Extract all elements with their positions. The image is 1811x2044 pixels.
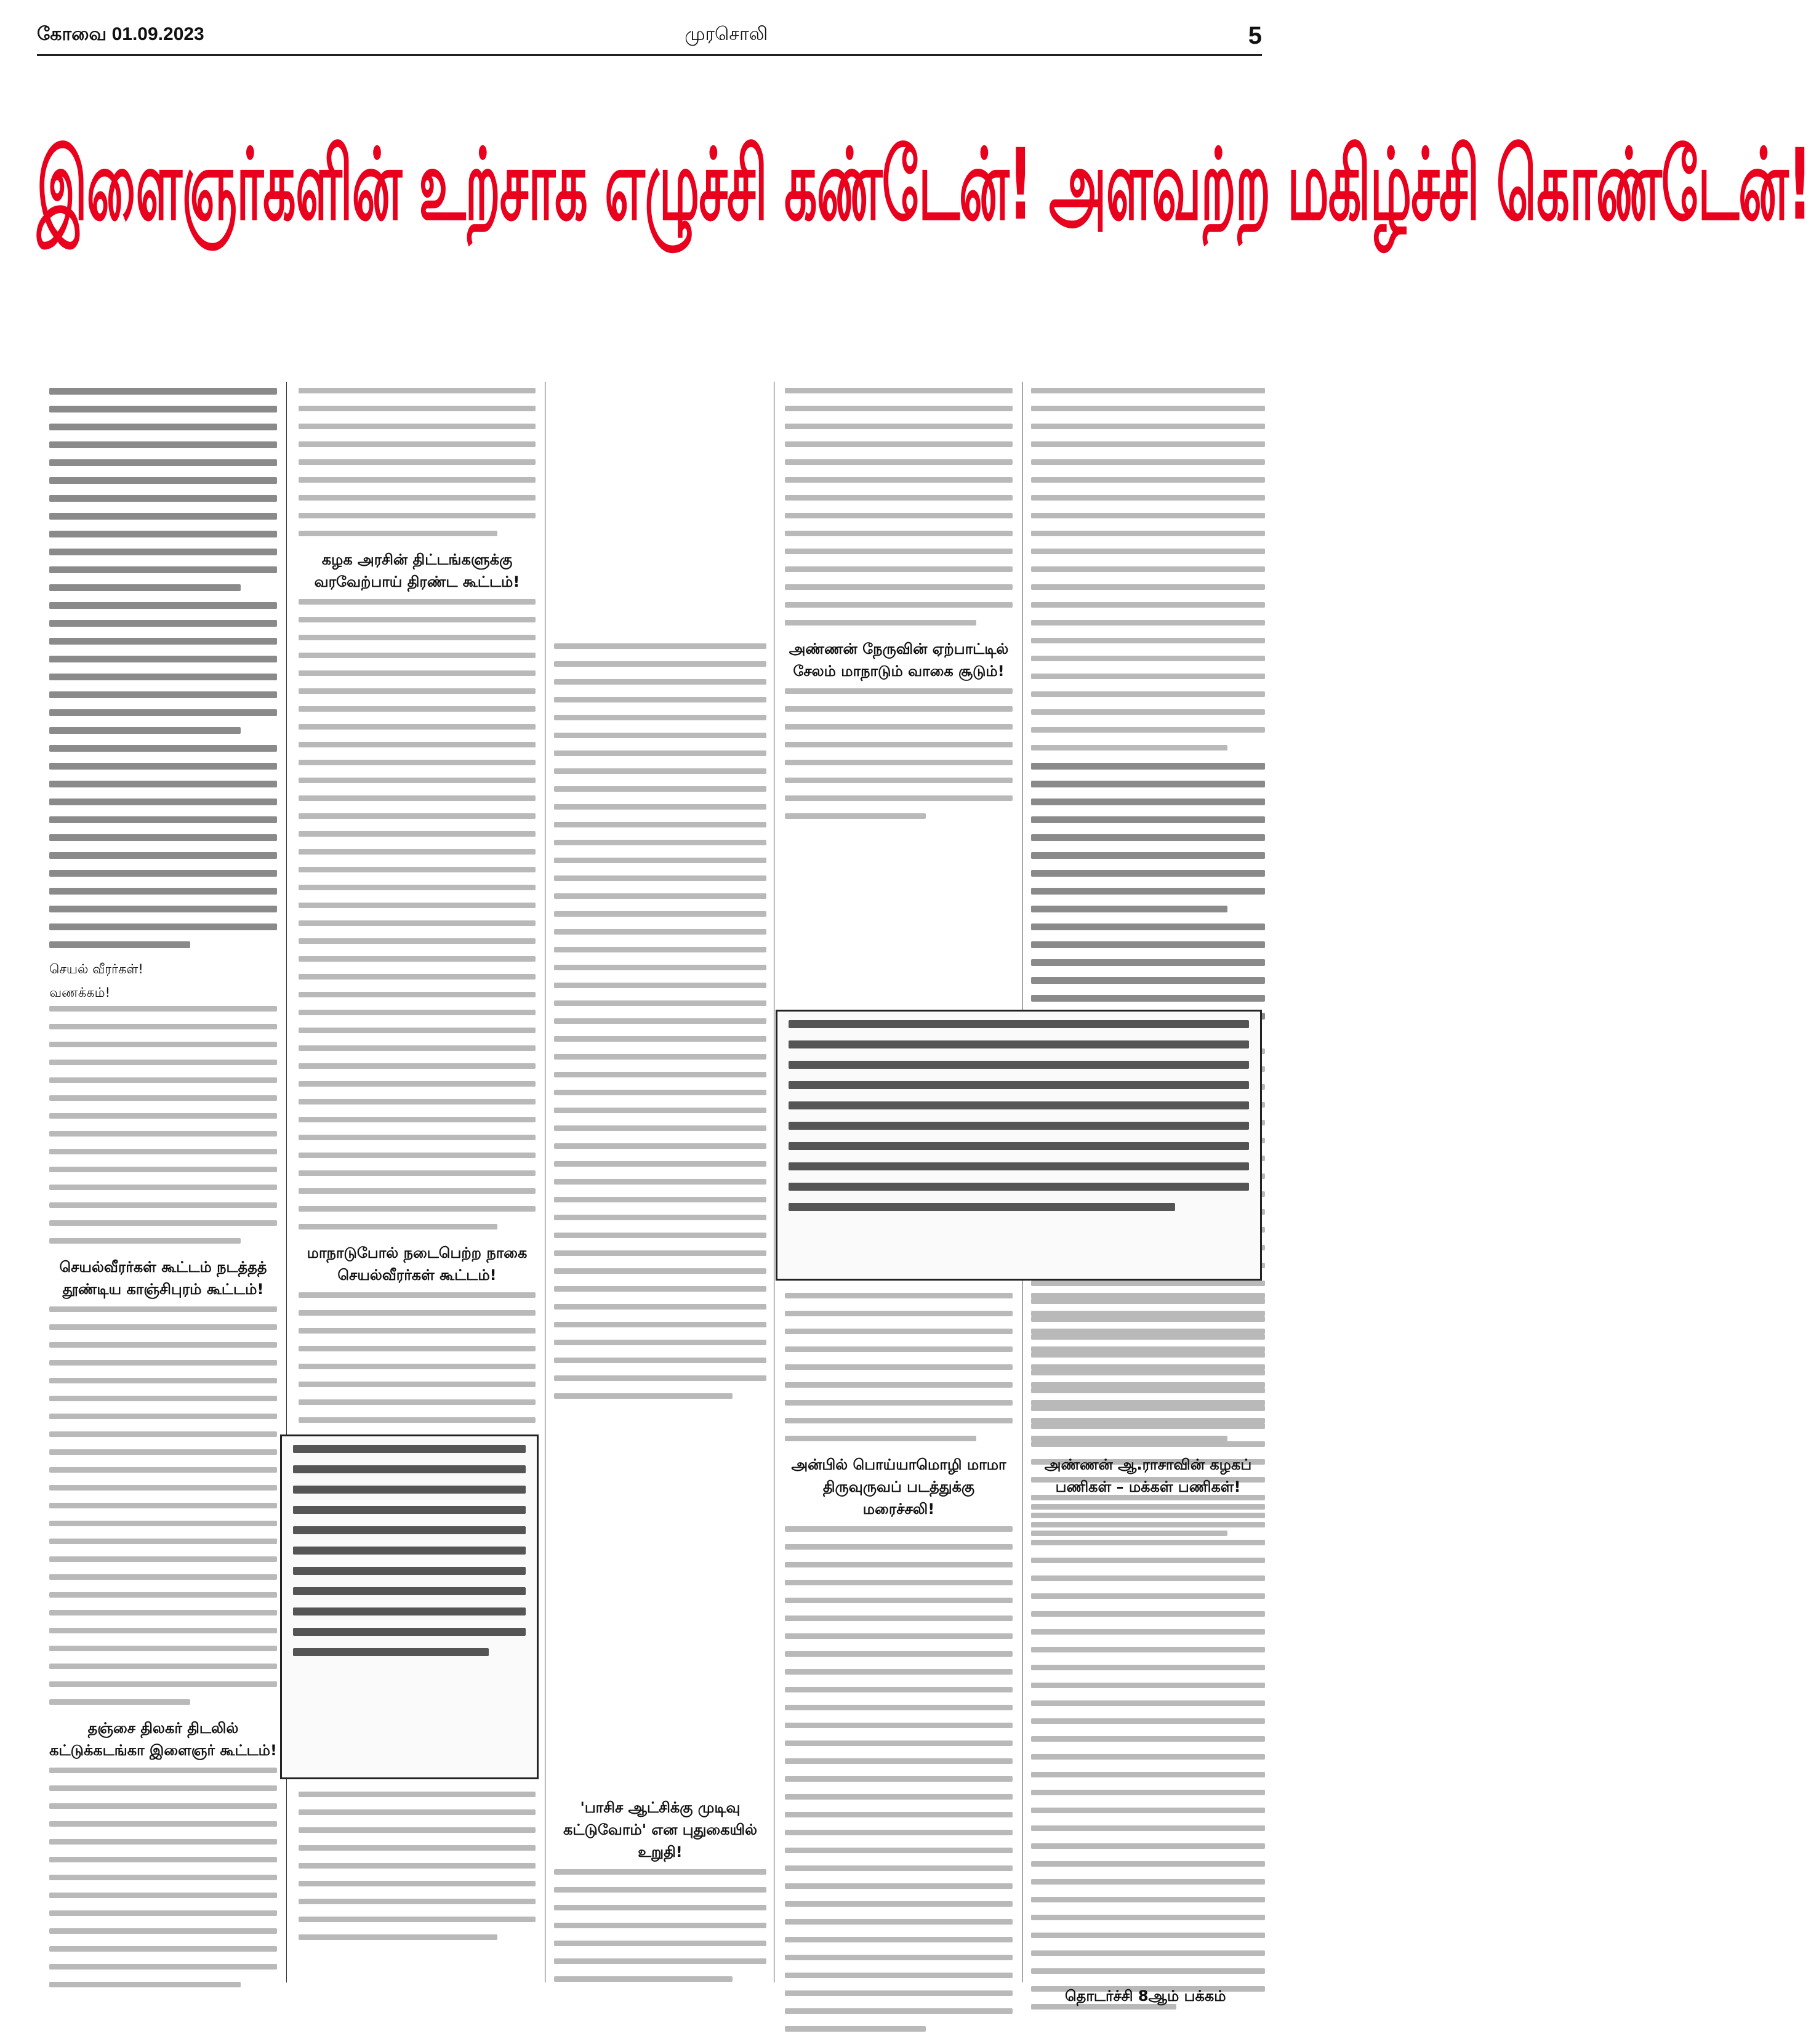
article-column-3: [554, 643, 766, 1411]
section-heading: கழக அரசின் திட்டங்களுக்கு வரவேற்பாய் திரண்ட கூட்டம்!: [314, 551, 520, 590]
body-paragraph: [785, 1526, 1013, 2032]
body-paragraph: [1031, 1504, 1265, 2010]
highlight-box-text: [789, 1020, 1249, 1211]
section-heading: அன்பில் பொய்யாமொழி மாமா திருவுருவப் படத்துக்கு மரைச்சலி!: [791, 1456, 1006, 1518]
body-paragraph: [785, 1293, 1013, 1441]
section-heading: மாநாடுபோல் நடைபெற்ற நாகை செயல்வீரர்கள் கூட்டம்!: [307, 1244, 528, 1284]
salutation-1: செயல் வீரர்கள்!: [49, 962, 143, 976]
article-column-1: [49, 388, 277, 2000]
section-heading: அண்ணன் நேருவின் ஏற்பாட்டில் சேலம் மாநாடும் வாகை சூடும்!: [789, 640, 1009, 680]
highlight-box-text: [293, 1445, 526, 1656]
body-paragraph: [49, 1768, 277, 1987]
body-paragraph: [299, 1792, 536, 1940]
highlight-box-lower: [280, 1434, 539, 1779]
section-heading: அண்ணன் ஆ.ராசாவின் கழகப் பணிகள் – மக்கள் பணிகள்!: [1044, 1456, 1252, 1495]
body-paragraph: [1031, 1293, 1265, 1441]
issue-date: கோவை 01.09.2023: [37, 24, 204, 44]
section-heading: 'பாசிச ஆட்சிக்கு முடிவு கட்டுவோம்' என புதுகையில் உறுதி!: [563, 1799, 758, 1861]
body-paragraph: [1031, 388, 1265, 750]
section-heading: தஞ்சை திலகர் திடலில் கட்டுக்கடங்கா இளைஞர் கூட்டம்!: [49, 1720, 277, 1759]
body-paragraph: [299, 388, 536, 536]
article-column-2-lower: [299, 1792, 536, 1952]
intro-paragraph: [49, 388, 277, 948]
article-column-3-lower: [554, 1792, 766, 1994]
body-paragraph: [785, 688, 1013, 819]
body-paragraph: [785, 388, 1013, 626]
bold-paragraph: [1031, 763, 1265, 912]
page-number: 5: [1248, 22, 1262, 49]
article-column-4-lower: [785, 1293, 1013, 2044]
body-paragraph: [49, 1006, 277, 1244]
body-paragraph: [49, 1306, 277, 1705]
main-headline: இளைஞர்களின் உற்சாக எழுச்சி கண்டேன்! அளவற்ற மகிழ்ச்சி கொண்டேன்!: [37, 127, 1811, 243]
section-heading: செயல்வீரர்கள் கூட்டம் நடத்தத் தூண்டிய காஞ்சிபுரம் கூட்டம்!: [59, 1258, 267, 1298]
continued-on-page: தொடர்ச்சி 8ஆம் பக்கம்: [1065, 1987, 1226, 2005]
salutation-2: வணக்கம்!: [49, 985, 111, 1000]
body-paragraph: [554, 643, 766, 1399]
article-column-4: [785, 388, 1013, 831]
body-paragraph: [554, 1869, 766, 1982]
highlight-box-main: [776, 1010, 1262, 1281]
article-column-5-lower: [1031, 1293, 1265, 2022]
body-paragraph: [299, 599, 536, 1229]
paper-name: முரசொலி: [685, 24, 768, 44]
article-column-2: [299, 388, 536, 1596]
